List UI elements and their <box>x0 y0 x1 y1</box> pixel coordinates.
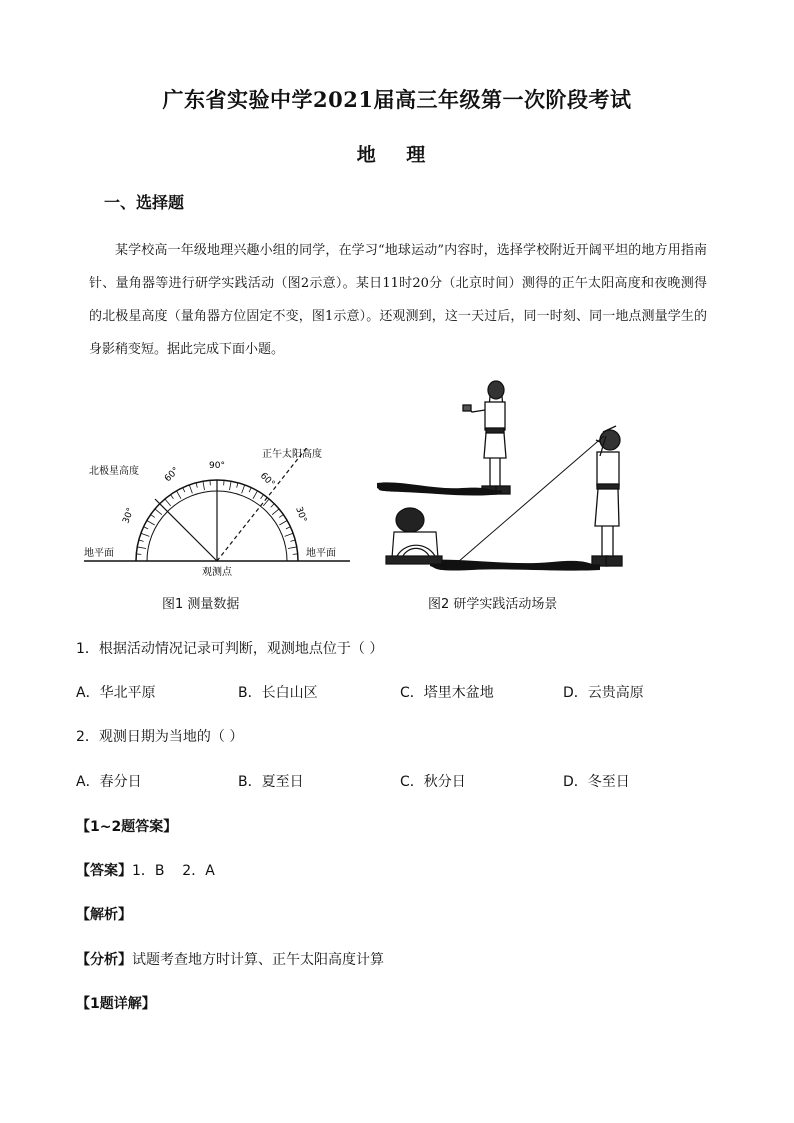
tick-30-right-label: 30° <box>293 505 309 525</box>
student-shadow-2 <box>430 560 600 571</box>
q2-option-b[interactable]: B．夏至日 <box>238 774 304 790</box>
q1-option-a[interactable]: A．华北平原 <box>76 685 156 701</box>
protractor-tick <box>288 547 297 549</box>
polaris-altitude-line <box>155 499 217 561</box>
protractor-tick <box>165 499 171 506</box>
protractor-tick <box>196 483 197 488</box>
protractor-tick <box>203 481 205 490</box>
protractor-tick <box>249 488 251 493</box>
protractor-tick <box>230 481 232 490</box>
q2-option-a[interactable]: A．春分日 <box>76 774 142 790</box>
protractor-tick <box>279 515 283 518</box>
horizon-right-label: 地平面 <box>306 548 336 559</box>
protractor-tick <box>253 491 258 499</box>
protractor-tick <box>155 509 162 515</box>
analysis-heading: 【解析】 <box>76 907 132 923</box>
protractor-tick <box>189 485 192 493</box>
protractor-tick <box>183 488 185 493</box>
protractor-tick <box>263 499 269 506</box>
student-shadow-1 <box>377 482 502 495</box>
protractor-tick <box>137 547 146 549</box>
tick-30-left-label: 30° <box>121 506 137 526</box>
student-with-compass <box>463 381 510 494</box>
q1-option-d[interactable]: D．云贵高原 <box>563 685 644 701</box>
tick-90-label: 90° <box>209 461 225 471</box>
protractor-tick <box>290 540 295 541</box>
question-2-stem: 2．观测日期为当地的（ ） <box>76 729 244 745</box>
figure2-caption: 图2 研学实践活动场景 <box>428 597 558 612</box>
protractor-tick <box>177 491 182 499</box>
protractor-tick <box>286 527 291 529</box>
sight-line <box>458 436 604 562</box>
protractor-tick <box>139 540 144 541</box>
student-measuring <box>592 426 622 566</box>
subject-title: 地 理 <box>356 144 438 166</box>
figure2-activity-scene <box>372 380 652 580</box>
protractor-tick <box>141 533 149 536</box>
observation-point-label: 观测点 <box>202 567 232 578</box>
protractor-tick <box>279 521 287 526</box>
protractor-tick <box>285 533 293 536</box>
tick-60-left-label: 60° <box>163 465 182 485</box>
figure1-protractor-diagram <box>84 446 354 581</box>
q1-option-c[interactable]: C．塔里木盆地 <box>400 685 494 701</box>
section-heading: 一、选择题 <box>104 193 185 212</box>
question-1-stem: 1．根据活动情况记录可判断，观测地点位于（ ） <box>76 641 384 657</box>
protractor-tick <box>237 483 238 488</box>
analysis-tag: 【分析】 <box>76 952 132 968</box>
noon-sun-label: 正午太阳高度 <box>262 449 322 460</box>
protractor-tick <box>271 504 275 508</box>
tick-60-right-label: 60° <box>257 471 277 490</box>
protractor-tick <box>242 485 245 493</box>
protractor-tick <box>272 509 279 515</box>
answer-heading: 【1~2题答案】 <box>76 819 178 835</box>
protractor-tick <box>171 495 174 499</box>
q1-option-b[interactable]: B．长白山区 <box>238 685 318 701</box>
protractor-tick <box>151 515 155 518</box>
polaris-label: 北极星高度 <box>89 466 139 477</box>
noon-sun-altitude-line <box>217 446 308 561</box>
q2-option-d[interactable]: D．冬至日 <box>563 774 630 790</box>
horizon-left-label: 地平面 <box>84 548 114 559</box>
protractor-tick <box>144 527 149 529</box>
protractor-tick <box>147 521 155 526</box>
exam-title: 广东省实验中学2021届高三年级第一次阶段考试 <box>162 87 632 112</box>
q2-option-c[interactable]: C．秋分日 <box>400 774 466 790</box>
analysis-line <box>76 949 384 969</box>
question-passage: 某学校高一年级地理兴趣小组的同学，在学习“地球运动”内容时，选择学校附近开阔平坦的地方用指南针、量角器等进行研学实践活动（图2示意）。某日11时20分（北京时间）测得的正午太阳高度和夜晚测得的北极星高度（量角器方位固定不变，图1示意）。还观测到，这一天过后，同一时刻、同一地点测量学生的身影稍变短。据此完成下面小题。 <box>89 243 707 357</box>
answer-tag: 【答案】 <box>76 863 132 879</box>
crouching-student <box>386 508 442 564</box>
analysis-text: 试题考查地方时计算、正午太阳高度计算 <box>132 952 384 968</box>
answer-line <box>76 860 215 880</box>
figure1-caption: 图1 测量数据 <box>162 597 240 612</box>
protractor-tick <box>261 495 264 499</box>
answer-text: 1．B 2．A <box>132 863 215 879</box>
detail-heading: 【1题详解】 <box>76 996 156 1012</box>
